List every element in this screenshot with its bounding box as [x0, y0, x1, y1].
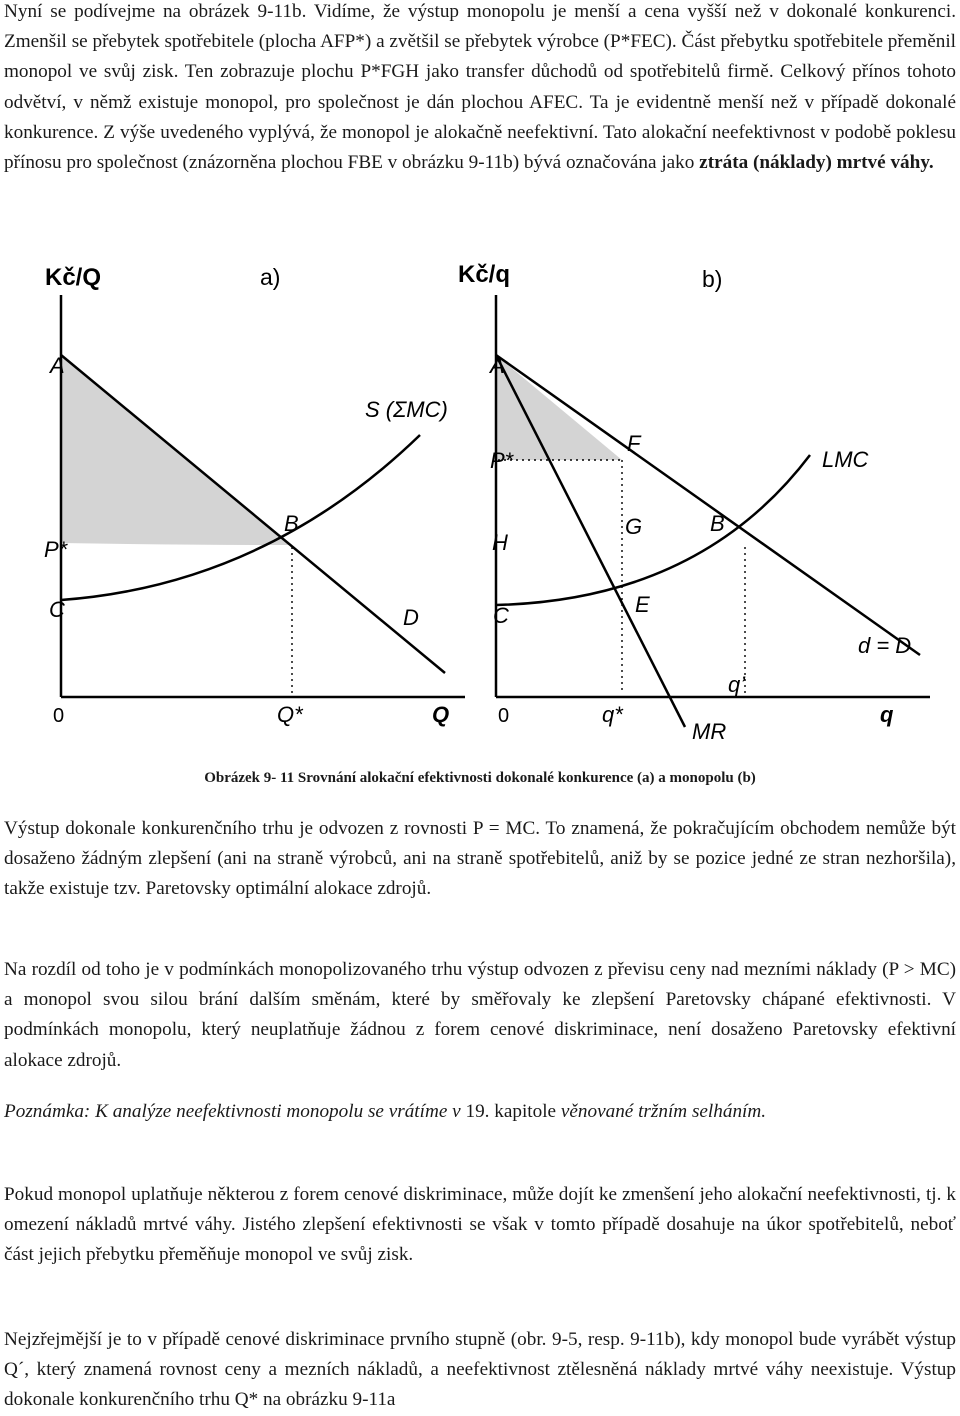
paragraph-discrimination: Pokud monopol uplatňuje některou z forem cenové diskriminace, může dojít ke zmenšení jeho alokační neefektivnosti, tj. k omezení nákladů mrtvé váhy. Jistého zlepšení efektivnosti se však v tomto případě dosahuje na úkor spotřebitelů, neboť část jejich přebytku přeměňuje monopol ve svůj zisk. [4, 1184, 956, 1266]
curve-label-dD: d = D [858, 633, 912, 658]
demand-curve [496, 355, 920, 655]
point-label-G: G [625, 514, 643, 539]
point-label-H: H [492, 530, 508, 555]
point-label-A: A [490, 353, 505, 378]
price-label-Pstar: P* [44, 537, 68, 562]
x-axis-label: q [880, 702, 894, 727]
quantity-label-qprime: q’ [728, 672, 746, 697]
paragraph-pareto: Výstup dokonale konkurenčního trhu je odvozen z rovnosti P = MC. To znamená, že pokračujícím obchodem nemůže být dosaženo žádným zlepšení (ani na straně výrobců, ani na straně spotřebitelů, aniž by se pozice jedné ze stran nezhoršila), takže existuje tzv. Paretovsky optimální alokace zdrojů. [4, 818, 956, 900]
paragraph-intro [4, 0, 956, 178]
x-axis-label: Q [432, 702, 450, 727]
figure-caption: Obrázek 9- 11 Srovnání alokační efektivnosti dokonalé konkurence (a) a monopolu (b) [204, 770, 756, 786]
point-label-F: F [627, 431, 641, 456]
point-label-A: A [50, 353, 65, 378]
note-tail: věnované tržním selháním. [560, 1101, 767, 1122]
paragraph-intro-text: Nyní se podívejme na obrázek 9-11b. Vidíme, že výstup monopolu je menší a cena vyšší než v dokonalé konkurenci. Zmenšil se přebytek spotřebitele (plocha AFP*) a zvětšil se přebytek výrobce (P*FEC). Část přebytku spotřebitele přeměnil monopol ve svůj zisk. Ten zobrazuje plochu P*FGH jako transfer důchodů od spotřebitelů firmě. Celkový přínos tohoto odvětví, v němž existuje monopol, pro společnost je dán plochou AFEC. Ta je evidentně menší než v případě dokonalé konkurence. Z výše uvedeného vyplývá, že monopol je alokačně neefektivní. Tato alokační neefektivnost v podobě poklesu přínosu pro společnost (znázorněna plochou FBE v obrázku 9-11b) bývá označována jako [4, 1, 956, 174]
point-label-B: B [284, 511, 299, 536]
y-axis-label: Kč/Q [45, 264, 102, 291]
curve-label-LMC: LMC [822, 447, 869, 472]
term-deadweight-loss: ztráta (náklady) mrtvé váhy. [699, 152, 934, 174]
quantity-label-qstar: q* [602, 702, 623, 727]
curve-label-S: S (ΣMC) [365, 397, 448, 422]
point-label-E: E [635, 592, 650, 617]
figure-a [35, 255, 475, 730]
point-label-C: C [493, 603, 509, 628]
curve-label-D: D [403, 605, 419, 630]
figure-b [458, 255, 940, 750]
note-paragraph [4, 1097, 956, 1127]
y-axis-label: Kč/q [458, 261, 511, 288]
point-label-B: B [710, 511, 725, 536]
note-lead: Poznámka: K analýze neefektivnosti monopolu se vrátíme v [4, 1101, 466, 1122]
origin-label: 0 [498, 705, 510, 727]
consumer-surplus-area [496, 355, 622, 460]
marginal-revenue-curve [496, 355, 685, 727]
note-chapter: 19. kapitole [465, 1101, 561, 1122]
paragraph-monopoly: Na rozdíl od toho je v podmínkách monopolizovaného trhu výstup odvozen z převisu ceny nad mezními náklady (P > MC) a monopol svou silou brání dalším směnám, které by směřovaly ke zlepšení Paretovsky chápané efektivnosti. V podmínkách monopolu, který neuplatňuje žádnou z forem cenové diskriminace, není dosaženo Paretovsky efektivní alokace zdrojů. [4, 959, 956, 1071]
paragraph-first-degree: Nejzřejmější je to v případě cenové diskriminace prvního stupně (obr. 9-5, resp. 9-11b), kdy monopol bude vyrábět výstup Q´, který znamená rovnost ceny a mezních nákladů, a neefektivnost ztělesněná náklady mrtvé váhy neexistuje. Výstup dokonale konkurenčního trhu Q* na obrázku 9-11a [4, 1329, 956, 1411]
price-label-Pstar: P* [490, 448, 514, 473]
quantity-label-Qstar: Q* [277, 702, 303, 727]
origin-label: 0 [53, 705, 65, 727]
curve-label-MR: MR [692, 719, 727, 744]
panel-label-b: b) [702, 266, 723, 292]
lmc-curve [496, 455, 810, 605]
point-label-C: C [49, 597, 65, 622]
panel-label-a: a) [260, 264, 281, 290]
